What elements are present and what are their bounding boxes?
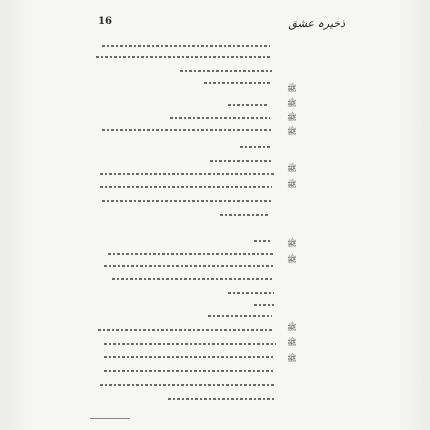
text-line <box>170 113 270 122</box>
text-line <box>100 380 276 389</box>
text-line <box>254 300 274 309</box>
margin-mark: ﷺ <box>287 239 297 248</box>
margin-mark: ﷺ <box>287 338 297 347</box>
text-line <box>102 125 272 134</box>
margin-mark: ﷺ <box>287 354 297 363</box>
margin-mark: ﷺ <box>287 127 297 136</box>
text-line <box>220 210 270 219</box>
margin-mark: ﷺ <box>287 84 297 93</box>
text-line <box>112 274 274 283</box>
text-line <box>208 311 272 320</box>
text-line <box>180 66 272 75</box>
text-line <box>108 249 274 258</box>
margin-mark: ﷺ <box>287 255 297 264</box>
margin-mark: ﷺ <box>287 164 297 173</box>
text-line <box>100 169 274 178</box>
text-line <box>204 78 270 87</box>
text-line <box>254 236 272 245</box>
text-line <box>104 352 274 361</box>
text-line <box>228 288 274 297</box>
text-line <box>104 261 274 270</box>
text-line <box>168 394 274 403</box>
text-line <box>102 41 270 50</box>
text-line <box>228 100 268 109</box>
margin-mark: ﷺ <box>287 180 297 189</box>
page-number: 16 <box>98 16 112 27</box>
text-line <box>240 142 270 151</box>
text-line <box>104 339 276 348</box>
text-line <box>96 52 270 61</box>
margin-mark: ﷺ <box>287 113 297 122</box>
margin-mark: ﷺ <box>287 99 297 108</box>
running-head: ذخیرہ عشق <box>288 17 345 30</box>
text-line <box>100 182 272 191</box>
text-line <box>98 325 274 334</box>
text-line <box>102 196 272 205</box>
margin-mark: ﷺ <box>287 323 297 332</box>
text-line <box>210 156 272 165</box>
text-line <box>104 366 274 375</box>
page-edge-line <box>90 418 130 419</box>
